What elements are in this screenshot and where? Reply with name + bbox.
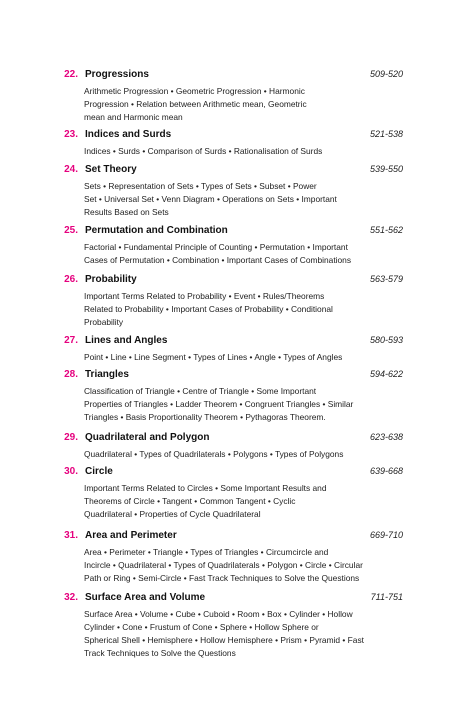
chapter-title: Lines and Angles [85, 335, 168, 346]
page-range: 580-593 [369, 335, 403, 345]
chapter-topics [84, 351, 384, 364]
chapter-title: Set Theory [85, 164, 137, 175]
topic-line: Related to Probability • Important Cases of Probability • Conditional [84, 303, 333, 314]
chapter-title: Progressions [85, 69, 149, 80]
page-range: 539-550 [369, 164, 403, 174]
topic-line: Incircle • Quadrilateral • Types of Quadrilaterals • Polygon • Circle • Circular [84, 559, 363, 570]
chapter-number: 23. [64, 129, 78, 140]
topic-line: Classification of Triangle • Centre of Triangle • Some Important [84, 386, 317, 396]
page-range: 594-622 [369, 369, 403, 379]
topic-line: Path or Ring • Semi-Circle • Fast Track Techniques to Solve the Questions [84, 572, 360, 583]
topic-line: Spherical Shell • Hemisphere • Hollow Hemisphere • Prism • Pyramid • Fast [84, 634, 364, 645]
topic-line: Probability [84, 316, 124, 327]
chapter-title: Quadrilateral and Polygon [85, 432, 210, 443]
topic-line: Important Terms Related to Probability • Event • Rules/Theorems [84, 291, 325, 301]
chapter-title: Permutation and Combination [85, 225, 228, 236]
chapter-number: 32. [64, 592, 78, 603]
topic-line: Sets • Representation of Sets • Types of Sets • Subset • Power [84, 181, 317, 191]
topic-line: Results Based on Sets [84, 206, 169, 217]
topic-line: Factorial • Fundamental Principle of Counting • Permutation • Important [84, 242, 348, 252]
topic-line: Cases of Permutation • Combination • Important Cases of Combinations [84, 254, 352, 265]
chapter-number: 24. [64, 164, 78, 175]
chapter-title: Triangles [85, 369, 129, 380]
chapter-topics [84, 145, 384, 158]
chapter-number: 30. [64, 466, 78, 477]
page-range: 623-638 [369, 432, 403, 442]
page-range: 711-751 [370, 592, 403, 602]
chapter-topics [84, 180, 384, 219]
topic-line: Point • Line • Line Segment • Types of Lines • Angle • Types of Angles [84, 352, 343, 362]
chapter-topics [84, 241, 384, 267]
page-range: 669-710 [369, 530, 403, 540]
chapter-topics [84, 448, 384, 461]
chapter-topics [84, 85, 384, 124]
topic-line: mean and Harmonic mean [84, 111, 183, 122]
chapter-number: 28. [64, 369, 78, 380]
topic-line: Set • Universal Set • Venn Diagram • Operations on Sets • Important [84, 193, 337, 204]
chapter-title: Circle [85, 466, 113, 477]
page-range: 551-562 [369, 225, 403, 235]
page-range: 521-538 [369, 129, 403, 139]
topic-line: Cylinder • Cone • Frustum of Cone • Sphere • Hollow Sphere or [84, 621, 319, 632]
topic-line: Area • Perimeter • Triangle • Types of Triangles • Circumcircle and [84, 547, 329, 557]
chapter-topics [84, 290, 384, 329]
page-range: 639-668 [369, 466, 403, 476]
page-range: 563-579 [369, 274, 403, 284]
topic-line: Quadrilateral • Types of Quadrilaterals • Polygons • Types of Polygons [84, 449, 344, 459]
topic-line: Indices • Surds • Comparison of Surds • Rationalisation of Surds [84, 146, 323, 156]
chapter-number: 29. [64, 432, 78, 443]
chapter-number: 22. [64, 69, 78, 80]
topic-line: Important Terms Related to Circles • Some Important Results and [84, 483, 327, 493]
topic-line: Progression • Relation between Arithmetic mean, Geometric [84, 98, 307, 109]
topic-line: Quadrilateral • Properties of Cycle Quadrilateral [84, 508, 261, 519]
chapter-number: 26. [64, 274, 78, 285]
topic-line: Properties of Triangles • Ladder Theorem • Congruent Triangles • Similar [84, 398, 354, 409]
chapter-title: Indices and Surds [85, 129, 172, 140]
chapter-title: Surface Area and Volume [85, 592, 206, 603]
chapter-topics [84, 546, 384, 585]
chapter-number: 25. [64, 225, 78, 236]
chapter-topics [84, 385, 384, 424]
chapter-topics [84, 482, 384, 521]
topic-line: Track Techniques to Solve the Questions [84, 647, 236, 658]
topic-line: Theorems of Circle • Tangent • Common Tangent • Cyclic [84, 495, 296, 506]
topic-line: Surface Area • Volume • Cube • Cuboid • Room • Box • Cylinder • Hollow [84, 609, 353, 619]
chapter-title: Area and Perimeter [85, 530, 177, 541]
page-range: 509-520 [369, 69, 403, 79]
topic-line: Triangles • Basis Proportionality Theorem • Pythagoras Theorem. [84, 411, 326, 422]
chapter-topics [84, 608, 384, 660]
chapter-number: 31. [64, 530, 78, 541]
topic-line: Arithmetic Progression • Geometric Progression • Harmonic [84, 86, 305, 96]
chapter-number: 27. [64, 335, 78, 346]
chapter-title: Probability [85, 274, 137, 285]
